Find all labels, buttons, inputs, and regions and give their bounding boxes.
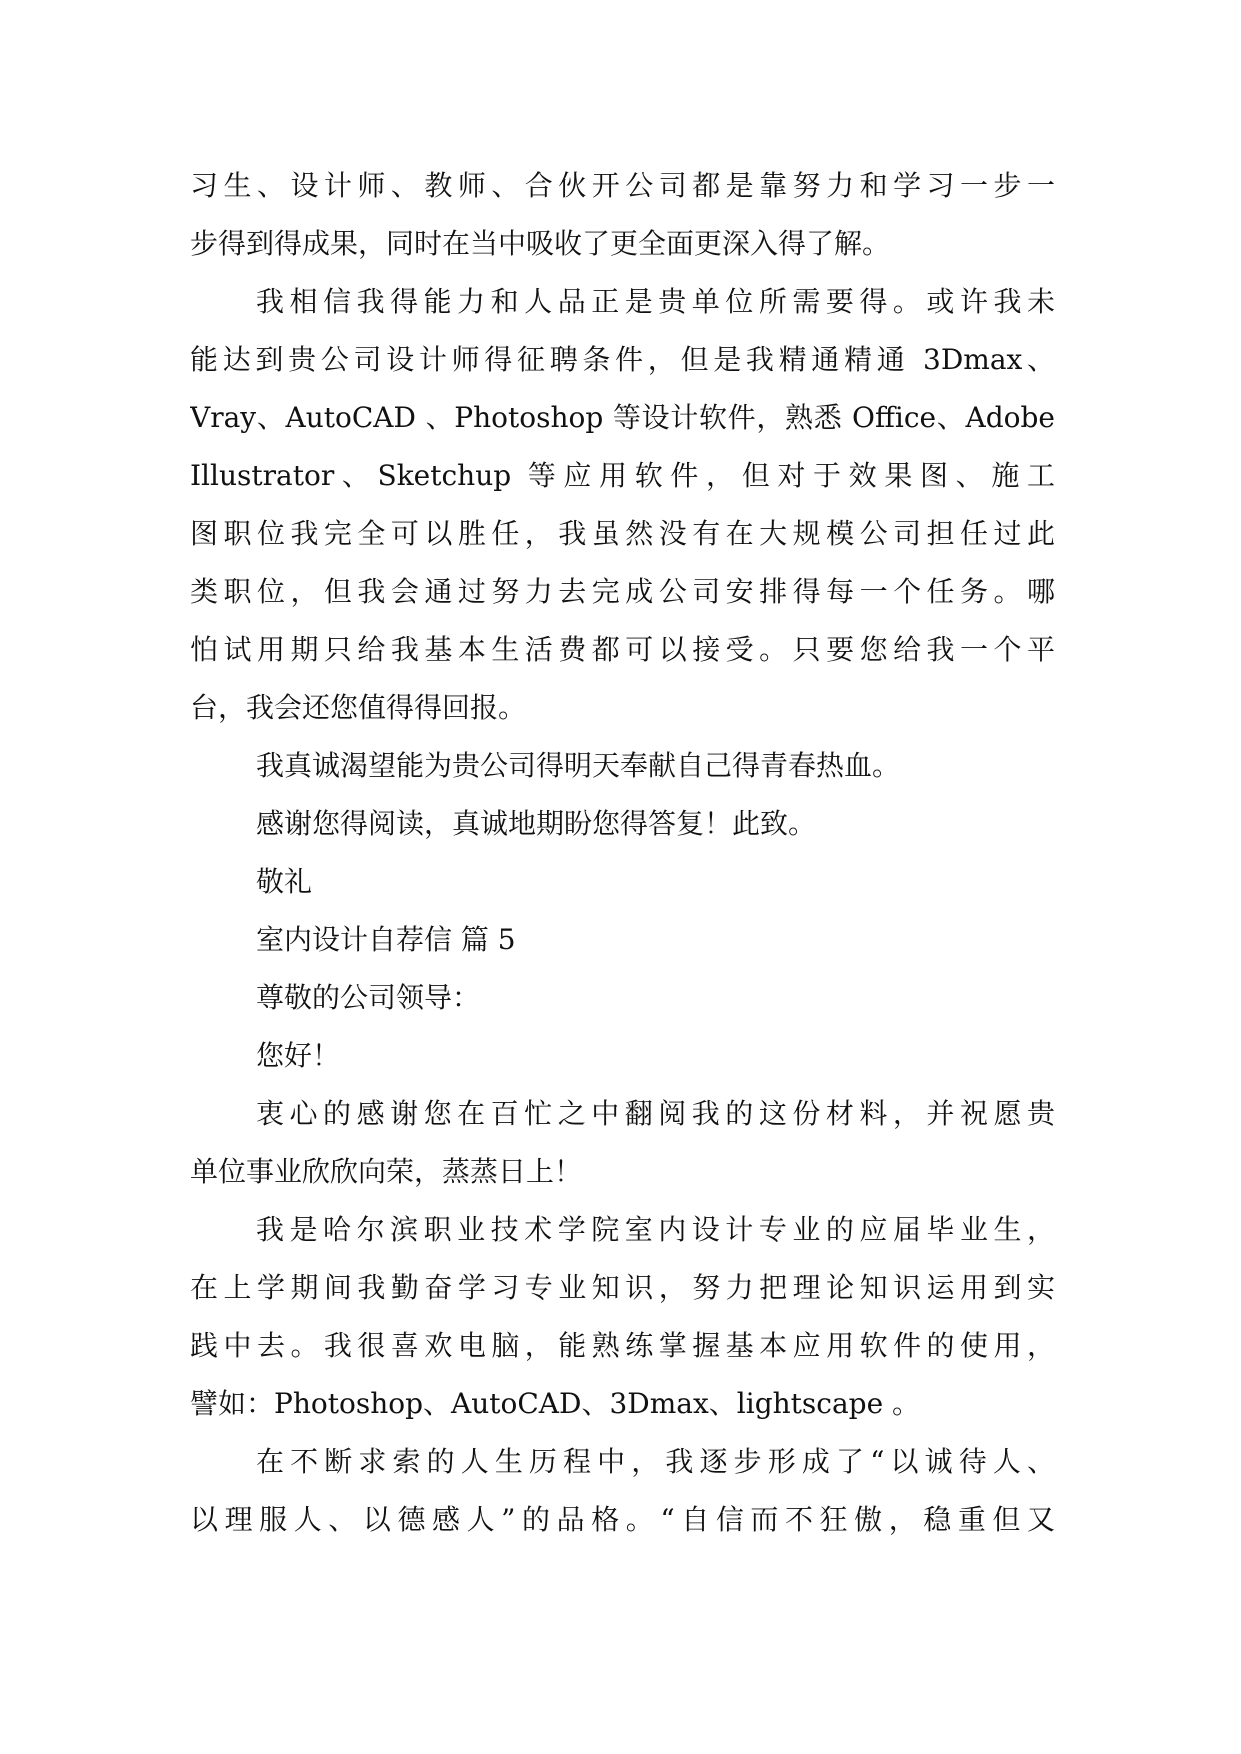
text-line: 践中去。我很喜欢电脑，能熟练掌握基本应用软件的使用， [190, 1329, 1055, 1362]
text-line: 单位事业欣欣向荣，蒸蒸日上！ [190, 1155, 583, 1188]
greeting: 您好！ [256, 1039, 341, 1072]
text-line: 步得到得成果，同时在当中吸收了更全面更深入得了解。 [190, 227, 891, 260]
text-line: 习生、设计师、教师、合伙开公司都是靠努力和学习一步一 [190, 169, 1055, 202]
text-line: 我相信我得能力和人品正是贵单位所需要得。或许我未 [256, 285, 1055, 318]
closing-salutation: 敬礼 [256, 865, 313, 898]
letter-body [190, 157, 1055, 1549]
text-line: 譬如：Photoshop、AutoCAD、3Dmax、lightscape 。 [190, 1387, 921, 1420]
greeting: 尊敬的公司领导： [256, 981, 481, 1014]
text-line: Illustrator、Sketchup 等应用软件，但对于效果图、施工 [190, 459, 1055, 492]
text-line: 我真诚渴望能为贵公司得明天奉献自己得青春热血。 [256, 749, 901, 782]
text-line: 台，我会还您值得得回报。 [190, 691, 527, 724]
text-line: 能达到贵公司设计师得征聘条件，但是我精通精通 3Dmax、 [190, 343, 1055, 376]
text-line: 衷心的感谢您在百忙之中翻阅我的这份材料，并祝愿贵 [256, 1097, 1055, 1130]
text-line: 怕试用期只给我基本生活费都可以接受。只要您给我一个平 [190, 633, 1055, 666]
text-line: 类职位，但我会通过努力去完成公司安排得每一个任务。哪 [190, 575, 1055, 608]
text-line: 在不断求索的人生历程中，我逐步形成了“以诚待人、 [256, 1445, 1055, 1478]
text-line: 我是哈尔滨职业技术学院室内设计专业的应届毕业生， [256, 1213, 1055, 1246]
text-line: 以理服人、以德感人”的品格。“自信而不狂傲，稳重但又 [190, 1503, 1055, 1536]
text-line: 感谢您得阅读，真诚地期盼您得答复！此致。 [256, 807, 817, 840]
text-line: Vray、AutoCAD 、Photoshop 等设计软件，熟悉 Office、Adobe [190, 401, 1055, 434]
section-heading: 室内设计自荐信 篇 5 [256, 923, 516, 956]
text-line: 在上学期间我勤奋学习专业知识，努力把理论知识运用到实 [190, 1271, 1055, 1304]
text-line: 图职位我完全可以胜任，我虽然没有在大规模公司担任过此 [190, 517, 1055, 550]
